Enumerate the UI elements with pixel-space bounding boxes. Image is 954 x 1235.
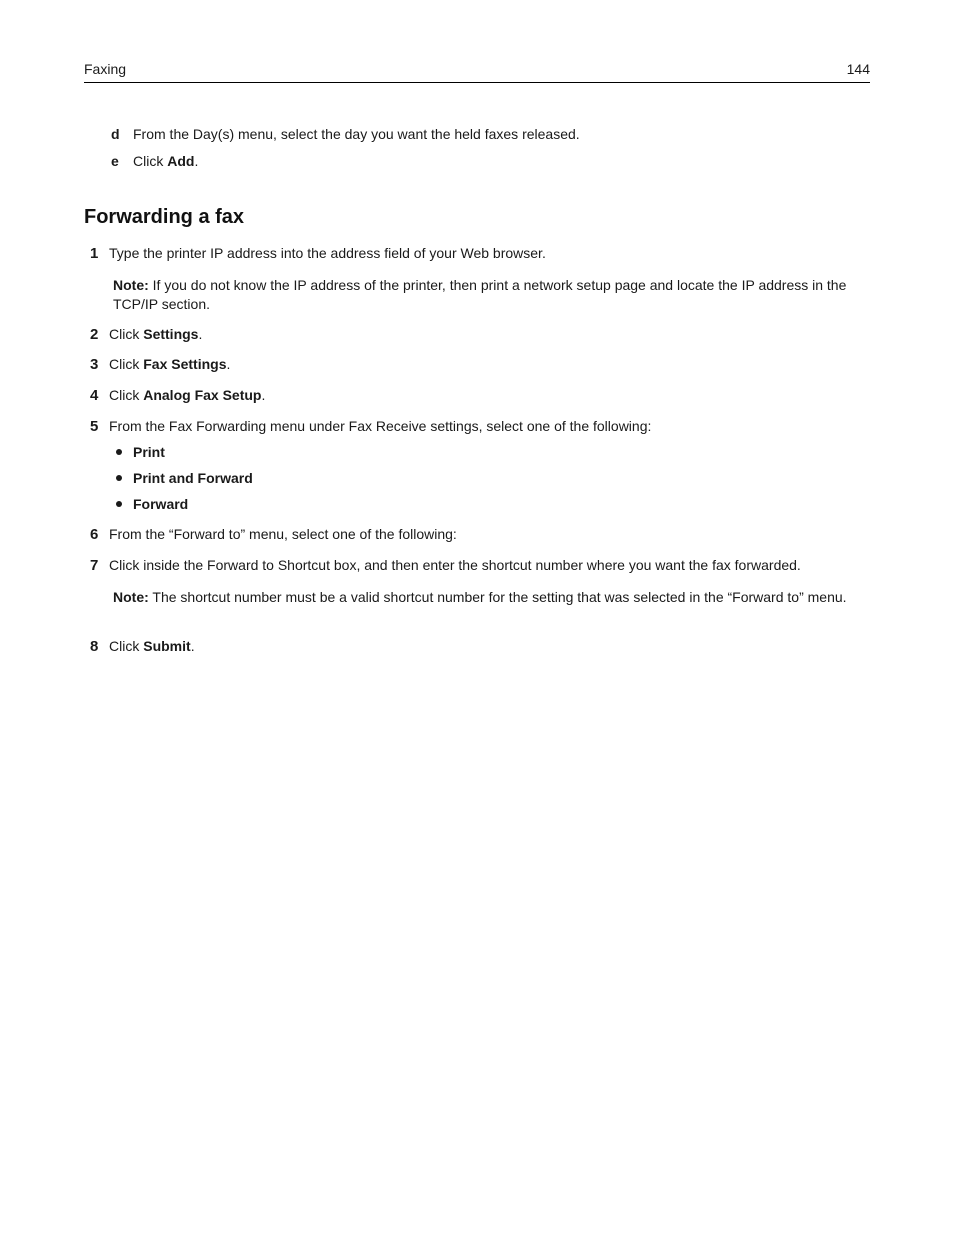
bullet-dot-icon (116, 449, 122, 455)
ui-term-settings: Settings (143, 326, 199, 342)
step-number: 7 (90, 557, 99, 574)
bullet-dot-icon (116, 501, 122, 507)
step-8: 8 Click Submit. (90, 638, 195, 655)
note-shortcut-number (113, 588, 858, 607)
substep-text: From the Day(s) menu, select the day you want the held faxes released. (133, 126, 580, 142)
step-number: 4 (90, 387, 99, 404)
step-text: Click inside the Forward to Shortcut box, and then enter the shortcut number where you want the fax forwarded. (109, 557, 801, 573)
substep-label: d (111, 126, 120, 142)
ui-term-submit: Submit (143, 638, 191, 654)
bullet-item: Print and Forward (116, 470, 253, 486)
step-number: 5 (90, 418, 99, 435)
step-number: 8 (90, 638, 99, 655)
step-number: 6 (90, 526, 99, 543)
step-number: 2 (90, 326, 99, 343)
step-1 (90, 245, 880, 262)
page-number: 144 (846, 61, 870, 77)
step-6 (90, 526, 880, 543)
section-heading: Forwarding a fax (84, 206, 245, 228)
section-title: Faxing (84, 61, 127, 77)
note-label: Note: (113, 589, 149, 605)
note-label: Note: (113, 277, 149, 293)
note-text: If you do not know the IP address of the printer, then print a network setup page and locate the IP address in the TCP/IP section. (113, 277, 847, 312)
step-text: Type the printer IP address into the address field of your Web browser. (109, 245, 546, 261)
step-text: From the Fax Forwarding menu under Fax Receive settings, select one of the following: (109, 418, 652, 434)
bullet-item: Print (116, 444, 165, 460)
ui-term-analog-fax-setup: Analog Fax Setup (143, 387, 262, 403)
substep-e: e Click Add. (111, 153, 199, 169)
step-5 (90, 418, 880, 435)
ui-term-fax-settings: Fax Settings (143, 356, 227, 372)
substep-d (111, 126, 580, 142)
step-3: 3 Click Fax Settings. (90, 356, 231, 373)
bullet-dot-icon (116, 475, 122, 481)
step-number: 3 (90, 356, 99, 373)
bullet-item: Forward (116, 496, 188, 512)
page-header (84, 60, 870, 83)
note-text: The shortcut number must be a valid shortcut number for the setting that was selected in the “Forward to” menu. (148, 589, 847, 605)
step-4: 4 Click Analog Fax Setup. (90, 387, 266, 404)
step-text: From the “Forward to” menu, select one of the following: (109, 526, 457, 542)
ui-term-add: Add (167, 153, 195, 169)
note-ip-address (113, 276, 858, 314)
step-2: 2 Click Settings. (90, 326, 203, 343)
step-7 (90, 557, 880, 574)
step-number: 1 (90, 245, 99, 262)
substep-label: e (111, 153, 119, 169)
